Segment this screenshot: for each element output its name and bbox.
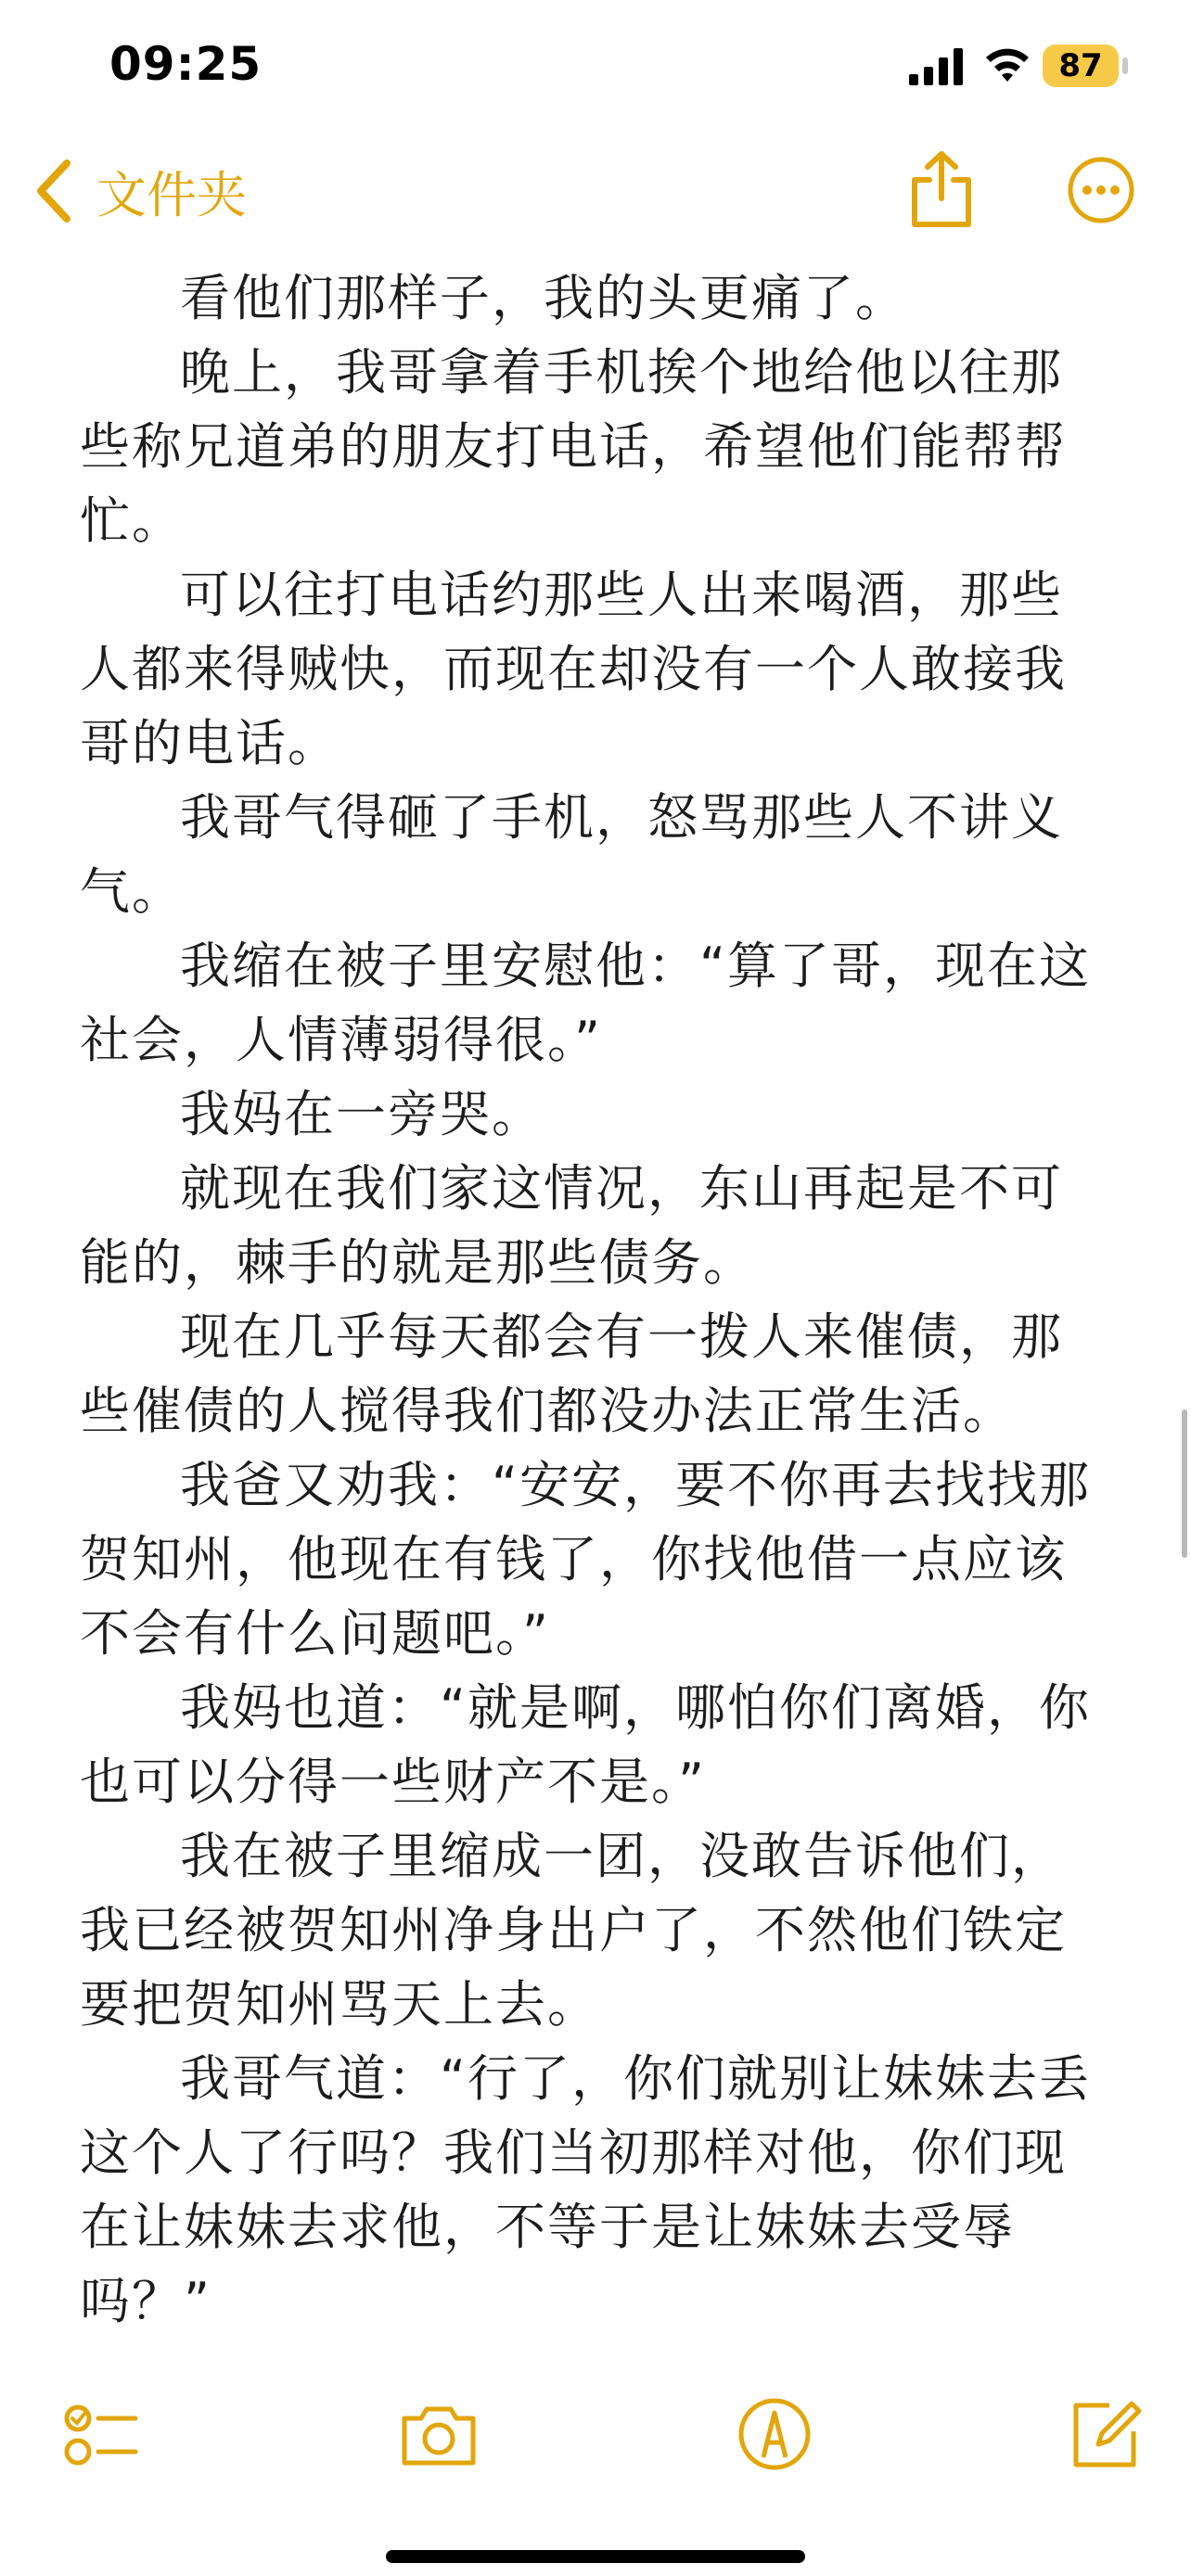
back-button[interactable] — [33, 154, 247, 228]
nav-bar — [0, 139, 1191, 241]
checklist-button[interactable] — [58, 2392, 141, 2476]
back-label: 文件夹 — [96, 165, 247, 224]
bottom-toolbar — [0, 2383, 1191, 2485]
compose-icon — [1063, 2392, 1146, 2476]
share-icon[interactable] — [907, 148, 976, 230]
paragraph: 我妈也道：“就是啊，哪怕你们离婚，你也可以分得一些财产不是。” — [80, 1678, 1091, 1811]
paragraph: 我爸又劝我：“安安，要不你再去找找那贺知州，他现在有钱了，你找他借一点应该不会有什么问题吧。” — [80, 1456, 1091, 1663]
home-indicator[interactable] — [386, 2550, 805, 2563]
battery-cap — [1122, 57, 1128, 74]
paragraph: 看他们那样子，我的头更痛了。 — [180, 269, 907, 327]
camera-button[interactable] — [397, 2392, 480, 2476]
compose-button[interactable] — [1063, 2392, 1146, 2476]
paragraph: 我缩在被子里安慰他：“算了哥，现在这社会，人情薄弱得很。” — [80, 937, 1091, 1069]
markup-icon — [733, 2392, 816, 2476]
paragraph: 就现在我们家这情况，东山再起是不可能的，棘手的就是那些债务。 — [80, 1159, 1063, 1292]
paragraph: 我哥气得砸了手机，怒骂那些人不讲义气。 — [80, 788, 1063, 921]
battery-indicator: 87 — [1043, 45, 1119, 87]
wifi-icon — [983, 45, 1031, 85]
paragraph: 现在几乎每天都会有一拨人来催债，那些催债的人搅得我们都没办法正常生活。 — [80, 1307, 1063, 1440]
paragraph: 我妈在一旁哭。 — [180, 1085, 544, 1143]
paragraph: 我哥气道：“行了，你们就别让妹妹去丢这个人了行吗？我们当初那样对他，你们现在让妹妹去求他，不等于是让妹妹去受辱吗？” — [80, 2049, 1091, 2330]
scroll-indicator[interactable] — [1182, 1409, 1187, 1558]
markup-button[interactable] — [733, 2392, 816, 2476]
camera-icon — [397, 2392, 480, 2476]
note-body[interactable] — [80, 261, 1113, 2339]
checklist-icon — [58, 2392, 141, 2476]
status-bar — [0, 0, 1191, 139]
paragraph: 可以往打电话约那些人出来喝酒，那些人都来得贼快，而现在却没有一个人敢接我哥的电话。 — [80, 566, 1067, 772]
paragraph: 我在被子里缩成一团，没敢告诉他们，我已经被贺知州净身出户了，不然他们铁定要把贺知州骂天上去。 — [80, 1827, 1067, 2034]
status-time: 09:25 — [109, 37, 263, 91]
signal-icon — [909, 48, 965, 85]
paragraph: 晚上，我哥拿着手机挨个地给他以往那些称兄道弟的朋友打电话，希望他们能帮帮忙。 — [80, 343, 1067, 550]
more-icon[interactable] — [1067, 156, 1135, 224]
chevron-left-icon — [33, 158, 74, 224]
